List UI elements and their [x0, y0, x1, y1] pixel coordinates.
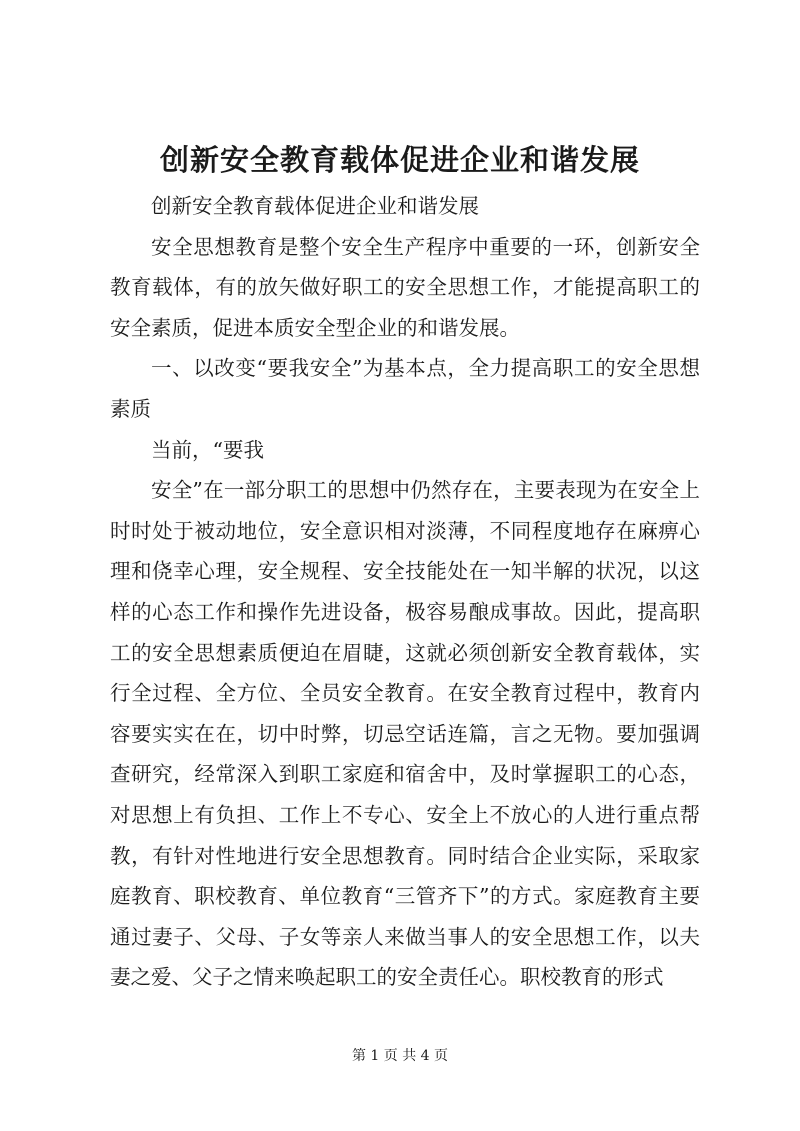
- document-title: 创新安全教育载体促进企业和谐发展: [159, 143, 640, 177]
- paragraph-section-heading: 一、以改变“要我安全”为基本点，全力提高职工的安全思想素质: [110, 356, 700, 421]
- document-body: [110, 186, 700, 998]
- paragraph-fragment: 当前，“要我: [151, 437, 264, 462]
- paragraph-subtitle: 创新安全教育载体促进企业和谐发展: [151, 194, 479, 218]
- paragraph-intro: 安全思想教育是整个安全生产程序中重要的一环，创新安全教育载体，有的放矢做好职工的安全思想工作，才能提高职工的安全素质，促进本质安全型企业的和谐发展。: [110, 234, 700, 340]
- paragraph-main: 安全”在一部分职工的思想中仍然存在，主要表现为在安全上时时处于被动地位，安全意识相对淡薄，不同程度地存在麻痹心理和侥幸心理，安全规程、安全技能处在一知半解的状况，以这样的心态工作和操作先进设备，极容易酿成事故。因此，提高职工的安全思想素质便迫在眉睫，这就必须创新安全教育载体，实行全过程、全方位、全员安全教育。在安全教育过程中，教育内容要实实在在，切中时弊，切忌空话连篇，言之无物。要加强调查研究，经常深入到职工家庭和宿舍中，及时掌握职工的心态，对思想上有负担、工作上不专心、安全上不放心的人进行重点帮教，有针对性地进行安全思想教育。同时结合企业实际，采取家庭教育、职校教育、单位教育“三管齐下”的方式。家庭教育主要通过妻子、父母、子女等亲人来做当事人的安全思想工作，以夫妻之爱、父子之情来唤起职工的安全责任心。职校教育的形式: [110, 478, 700, 990]
- page-number-footer: 第 1 页 共 4 页: [351, 1048, 449, 1064]
